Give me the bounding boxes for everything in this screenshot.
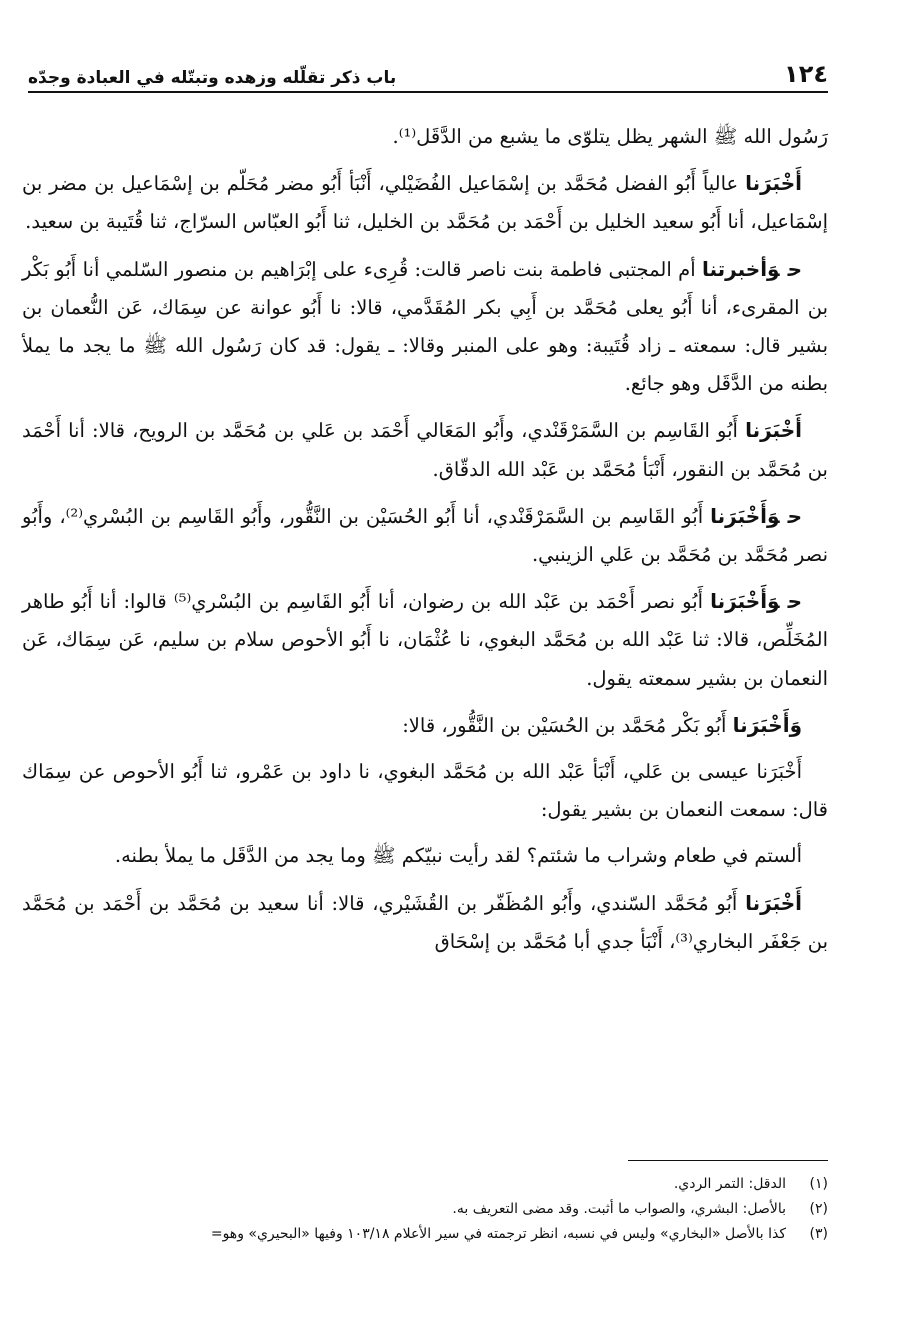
footnotes [22, 1172, 828, 1247]
footnote [22, 1197, 828, 1222]
paragraph [22, 497, 828, 574]
page-header [28, 54, 828, 88]
isnad-keyword: وَأخبرتنا [701, 256, 780, 281]
paragraph [22, 118, 828, 156]
paragraph [22, 837, 828, 875]
tahwil-marker: ح [787, 589, 803, 614]
footnote [22, 1222, 828, 1247]
footnote-number: (١) [809, 1176, 828, 1192]
paragraph [22, 582, 828, 698]
footnote-number: (٢) [809, 1201, 828, 1217]
tahwil-marker: ح [787, 503, 802, 528]
paragraph [22, 164, 828, 241]
paragraph [22, 884, 828, 961]
isnad-keyword: أَخْبَرَنا [745, 418, 802, 443]
paragraph-text: أَبُو مُحَمَّد السّندي، وأَبُو المُظَفّر بن القُشَيْري، قالا: أنا سعيد بن مُحَمَّد بن أَحْمَد بن مُحَمَّد بن جَعْفَر البخاري⁽³⁾، أَنْبَأ جدي أبا مُحَمَّد بن إسْحَاق [22, 891, 828, 953]
page-number: ١٢٤ [784, 60, 828, 88]
footnote-separator [628, 1160, 828, 1161]
paragraph-text: أَبُو القَاسِم بن السَّمَرْقَنْدي، وأَبُو المَعَالي أَحْمَد بن عَلي بن مُحَمَّد بن الرويح، قالا: أنا أَحْمَد بن مُحَمَّد بن النقور، أَنْبَأ مُحَمَّد بن عَبْد الله الدقّاق. [22, 419, 828, 481]
footnote-text: كذا بالأصل «البخاري» وليس في نسبه، انظر ترجمته في سير الأعلام ١٠٣/١٨ وفيها «البحيري» وهو= [210, 1226, 786, 1242]
paragraph-text: أَبُو بَكْر مُحَمَّد بن الحُسَيْن بن النَّقُّور، قالا: [402, 713, 727, 737]
tahwil-marker: ح [787, 256, 803, 281]
paragraph [22, 250, 828, 404]
isnad-keyword: وَأَخْبَرَنا [710, 589, 780, 614]
paragraph-text: أم المجتبى فاطمة بنت ناصر قالت: قُرِىء على إبْرَاهيم بن منصور السّلمي أنا أَبُو بَكْر بن المقرىء، أنا أَبُو يعلى مُحَمَّد بن أَبِي بكر المُقَدَّمي، قالا: نا أَبُو عوانة عن سِمَاك، عَن النُّعمان بن بشير قال: سمعته ـ زاد قُتَيبة: وهو على المنبر وقالا: ـ يقول: قد كان رَسُول الله ﷺ ما يجد ما يملأ بطنه من الدَّقَل وهو جائع. [22, 257, 828, 396]
footnote-text: الدقل: التمر الردي. [673, 1176, 786, 1192]
isnad-keyword: وَأَخْبَرَنا [732, 712, 802, 737]
paragraph [22, 411, 828, 488]
paragraph-text: ألستم في طعام وشراب ما شئتم؟ لقد رأيت نبيّكم ﷺ وما يجد من الدَّقَل ما يملأ بطنه. [114, 844, 802, 868]
paragraph-text: أَبُو نصر أَحْمَد بن عَبْد الله بن رضوان، أنا أَبُو القَاسِم بن البُسْري⁽⁵⁾ قالوا: أنا أَبُو طاهر المُخَلِّص، قالا: ثنا عَبْد الله بن مُحَمَّد البغوي، نا عُثْمَان، نا أَبُو الأحوص سلام بن سليم، عَن سِمَاك، عَن النعمان بن بشير سمعته يقول. [22, 590, 828, 690]
paragraph [22, 706, 828, 745]
paragraph-text: أَبُو القَاسِم بن السَّمَرْقَنْدي، أنا أَبُو الحُسَيْن بن النَّقُّور، وأَبُو القَاسِم بن البُسْري⁽²⁾، وأَبُو نصر مُحَمَّد بن مُحَمَّد بن عَلي الزينبي. [22, 504, 828, 567]
isnad-keyword: أَخْبَرَنا [745, 171, 802, 196]
isnad-keyword: أَخْبَرَنا [745, 890, 803, 915]
paragraph [22, 753, 828, 829]
isnad-keyword: وَأَخْبَرَنا [710, 503, 780, 528]
footnote-number: (٣) [809, 1226, 828, 1242]
footnote [22, 1172, 828, 1197]
paragraph-text: أَخْبَرَنا عيسى بن عَلي، أَنْبَأ عَبْد الله بن مُحَمَّد البغوي، نا داود بن عَمْرو، ثنا أَبُو الأحوص عن سِمَاك قال: سمعت النعمان بن بشير يقول: [22, 760, 828, 822]
footnote-text: بالأصل: البشري، والصواب ما أثبت. وقد مضى التعريف به. [452, 1201, 786, 1217]
running-title: باب ذكر تقلّله وزهده وتبتّله في العبادة وجدّه [28, 68, 397, 88]
main-text [22, 118, 828, 969]
header-rule [28, 91, 828, 93]
paragraph-text: رَسُول الله ﷺ الشهر يظل يتلوّى ما يشبع من الدَّقَل⁽¹⁾. [392, 125, 828, 148]
paragraph-text: عالياً أَبُو الفضل مُحَمَّد بن إسْمَاعيل الفُضَيْلي، أَنْبَأ أَبُو مضر مُحَلّم بن إسْمَاعيل بن مضر بن إسْمَاعيل، أنا أَبُو سعيد الخليل بن أَحْمَد بن مُحَمَّد بن الخليل، ثنا أَبُو العبّاس السرّاج، ثنا قُتَيبة بن سعيد. [22, 172, 828, 234]
